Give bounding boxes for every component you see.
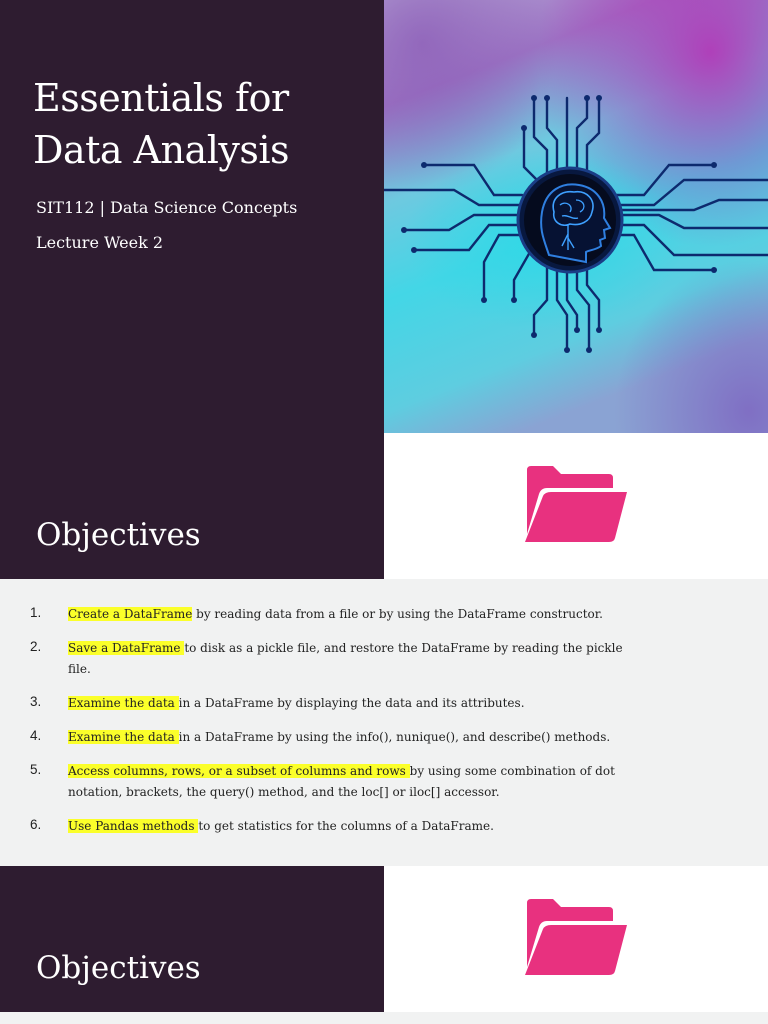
objective-number: 1. bbox=[30, 605, 42, 620]
objective-item bbox=[0, 603, 638, 624]
ai-brain-circuit-image bbox=[384, 0, 768, 433]
objectives-heading: Objectives bbox=[36, 517, 201, 553]
objective-text bbox=[68, 819, 494, 833]
title-slide-panel bbox=[0, 0, 384, 433]
objective-rest: by reading data from a file or by using the DataFrame constructor. bbox=[192, 607, 603, 621]
objective-number: 4. bbox=[30, 728, 42, 743]
objective-item bbox=[0, 726, 638, 747]
objective-text bbox=[68, 730, 610, 744]
objective-rest: in a DataFrame by using the info(), nunique(), and describe() methods. bbox=[178, 730, 611, 744]
objective-text bbox=[68, 607, 603, 621]
course-subtitle: SIT112 | Data Science Concepts bbox=[36, 198, 298, 217]
objective-number: 3. bbox=[30, 694, 42, 709]
objective-rest: to disk as a pickle file, and restore the DataFrame by reading the pickle file. bbox=[68, 641, 623, 676]
objective-text bbox=[68, 641, 623, 676]
lecture-week: Lecture Week 2 bbox=[36, 233, 164, 252]
objective-rest: by using some combination of dot notation, brackets, the query() method, and the loc[] or iloc[] accessor. bbox=[68, 764, 615, 799]
objective-rest: to get statistics for the columns of a DataFrame. bbox=[198, 819, 494, 833]
objective-text bbox=[68, 696, 525, 710]
slide-title: Essentials for Data Analysis bbox=[33, 76, 289, 172]
objective-rest: in a DataFrame by displaying the data and its attributes. bbox=[178, 696, 525, 710]
objective-item bbox=[0, 760, 638, 802]
objective-highlight: Examine the data bbox=[68, 696, 179, 710]
objective-highlight: Examine the data bbox=[68, 730, 179, 744]
objective-text bbox=[68, 764, 615, 799]
next-slide-strip bbox=[0, 1012, 768, 1024]
objective-item bbox=[0, 815, 638, 836]
objective-number: 2. bbox=[30, 639, 42, 654]
objective-number: 6. bbox=[30, 817, 42, 832]
folder-icon bbox=[521, 464, 631, 544]
folder-icon bbox=[521, 897, 631, 977]
objectives-header-panel-2 bbox=[0, 866, 384, 1012]
objectives-icon-panel bbox=[384, 433, 768, 579]
objective-highlight: Create a DataFrame bbox=[68, 607, 193, 621]
objectives-heading-2: Objectives bbox=[36, 950, 201, 986]
objectives-list bbox=[0, 603, 768, 849]
objective-item bbox=[0, 692, 638, 713]
objective-highlight: Access columns, rows, or a subset of columns and rows bbox=[68, 764, 410, 778]
objective-item bbox=[0, 637, 638, 679]
objective-highlight: Save a DataFrame bbox=[68, 641, 185, 655]
objectives-list-area bbox=[0, 579, 768, 866]
objective-highlight: Use Pandas methods bbox=[68, 819, 199, 833]
objectives-header-panel bbox=[0, 433, 384, 579]
objectives-icon-panel-2 bbox=[384, 866, 768, 1012]
objective-number: 5. bbox=[30, 762, 42, 777]
